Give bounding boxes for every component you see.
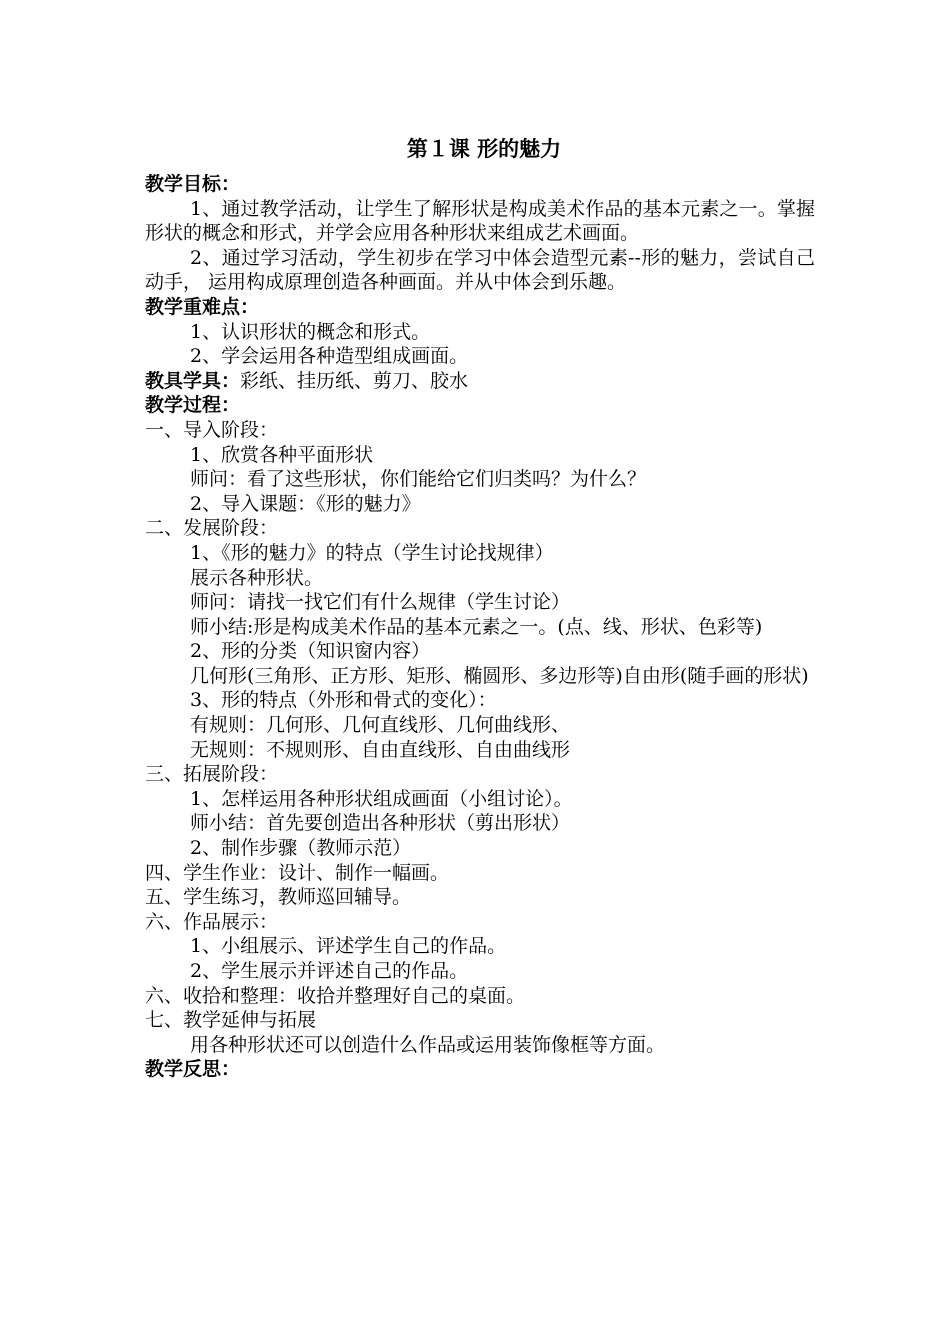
tools-heading: 教具学具： <box>145 369 241 392</box>
process-item: 2、形的分类（知识窗内容） <box>190 640 431 663</box>
process-item: 有规则：几何形、几何直线形、几何曲线形、 <box>190 714 571 737</box>
process-item: 用各种形状还可以创造什么作品或运用装饰像框等方面。 <box>190 1033 666 1056</box>
process-item: 1、小组展示、评述学生自己的作品。 <box>190 935 507 958</box>
objective-1: 1、通过教学活动，让学生了解形状是构成美术作品的基本元素之一。掌握形状的概念和形式，并学会应用各种形状来组成艺术画面。 <box>145 197 815 245</box>
process-item: 2、制作步骤（教师示范） <box>190 837 412 860</box>
process-item: 师小结：首先要创造出各种形状（剪出形状） <box>190 812 571 835</box>
tools-line <box>145 369 815 394</box>
process-item: 1、怎样运用各种形状组成画面（小组讨论）。 <box>190 787 573 810</box>
process-section-5: 五、学生练习，教师巡回辅导。 <box>145 886 412 909</box>
process-item: 展示各种形状。 <box>190 566 324 589</box>
process-item: 2、导入课题：《形的魅力》 <box>190 492 421 515</box>
process-item: 3、形的特点（外形和骨式的变化）： <box>190 689 497 712</box>
key-point-2: 2、学会运用各种造型组成画面。 <box>190 345 469 368</box>
process-item: 师问：请找一找它们有什么规律（学生讨论） <box>190 591 571 614</box>
process-section-7: 七、教学延伸与拓展 <box>145 1009 317 1032</box>
process-item: 几何形(三角形、正方形、矩形、椭圆形、多边形等)自由形(随手画的形状) <box>190 664 809 687</box>
key-point-1: 1、认识形状的概念和形式。 <box>190 320 431 343</box>
process-item: 2、学生展示并评述自己的作品。 <box>190 960 469 982</box>
process-item: 1、《形的魅力》的特点（学生讨论找规律） <box>190 541 554 564</box>
process-item: 师问：看了这些形状，你们能给它们归类吗？为什么？ <box>190 468 647 491</box>
process-item: 无规则：不规则形、自由直线形、自由曲线形 <box>190 738 571 761</box>
lesson-plan-page <box>145 134 815 1082</box>
key-points-heading: 教学重难点： <box>145 295 260 318</box>
process-section-2: 二、发展阶段： <box>145 517 279 540</box>
objective-2: 2、通过学习活动，学生初步在学习中体会造型元素--形的魅力，尝试自己动手， 运用构成原理创造各种画面。并从中体会到乐趣。 <box>145 246 815 294</box>
process-section-1: 一、导入阶段： <box>145 418 279 441</box>
reflection-heading: 教学反思： <box>145 1058 241 1081</box>
objectives-heading: 教学目标： <box>145 173 241 195</box>
process-section-6: 六、作品展示： <box>145 910 279 933</box>
process-item: 1、欣赏各种平面形状 <box>190 443 374 466</box>
page-title: 第１课 形的魅力 <box>406 136 562 161</box>
process-section-4: 四、学生作业：设计、制作一幅画。 <box>145 861 450 884</box>
process-heading: 教学过程： <box>145 394 241 417</box>
process-section-3: 三、拓展阶段： <box>145 763 279 786</box>
tools-text: 彩纸、挂历纸、剪刀、胶水 <box>240 369 469 392</box>
process-item: 师小结:形是构成美术作品的基本元素之一。(点、线、形状、色彩等) <box>190 615 763 638</box>
process-section-6b: 六、收拾和整理：收拾并整理好自己的桌面。 <box>145 984 526 1007</box>
